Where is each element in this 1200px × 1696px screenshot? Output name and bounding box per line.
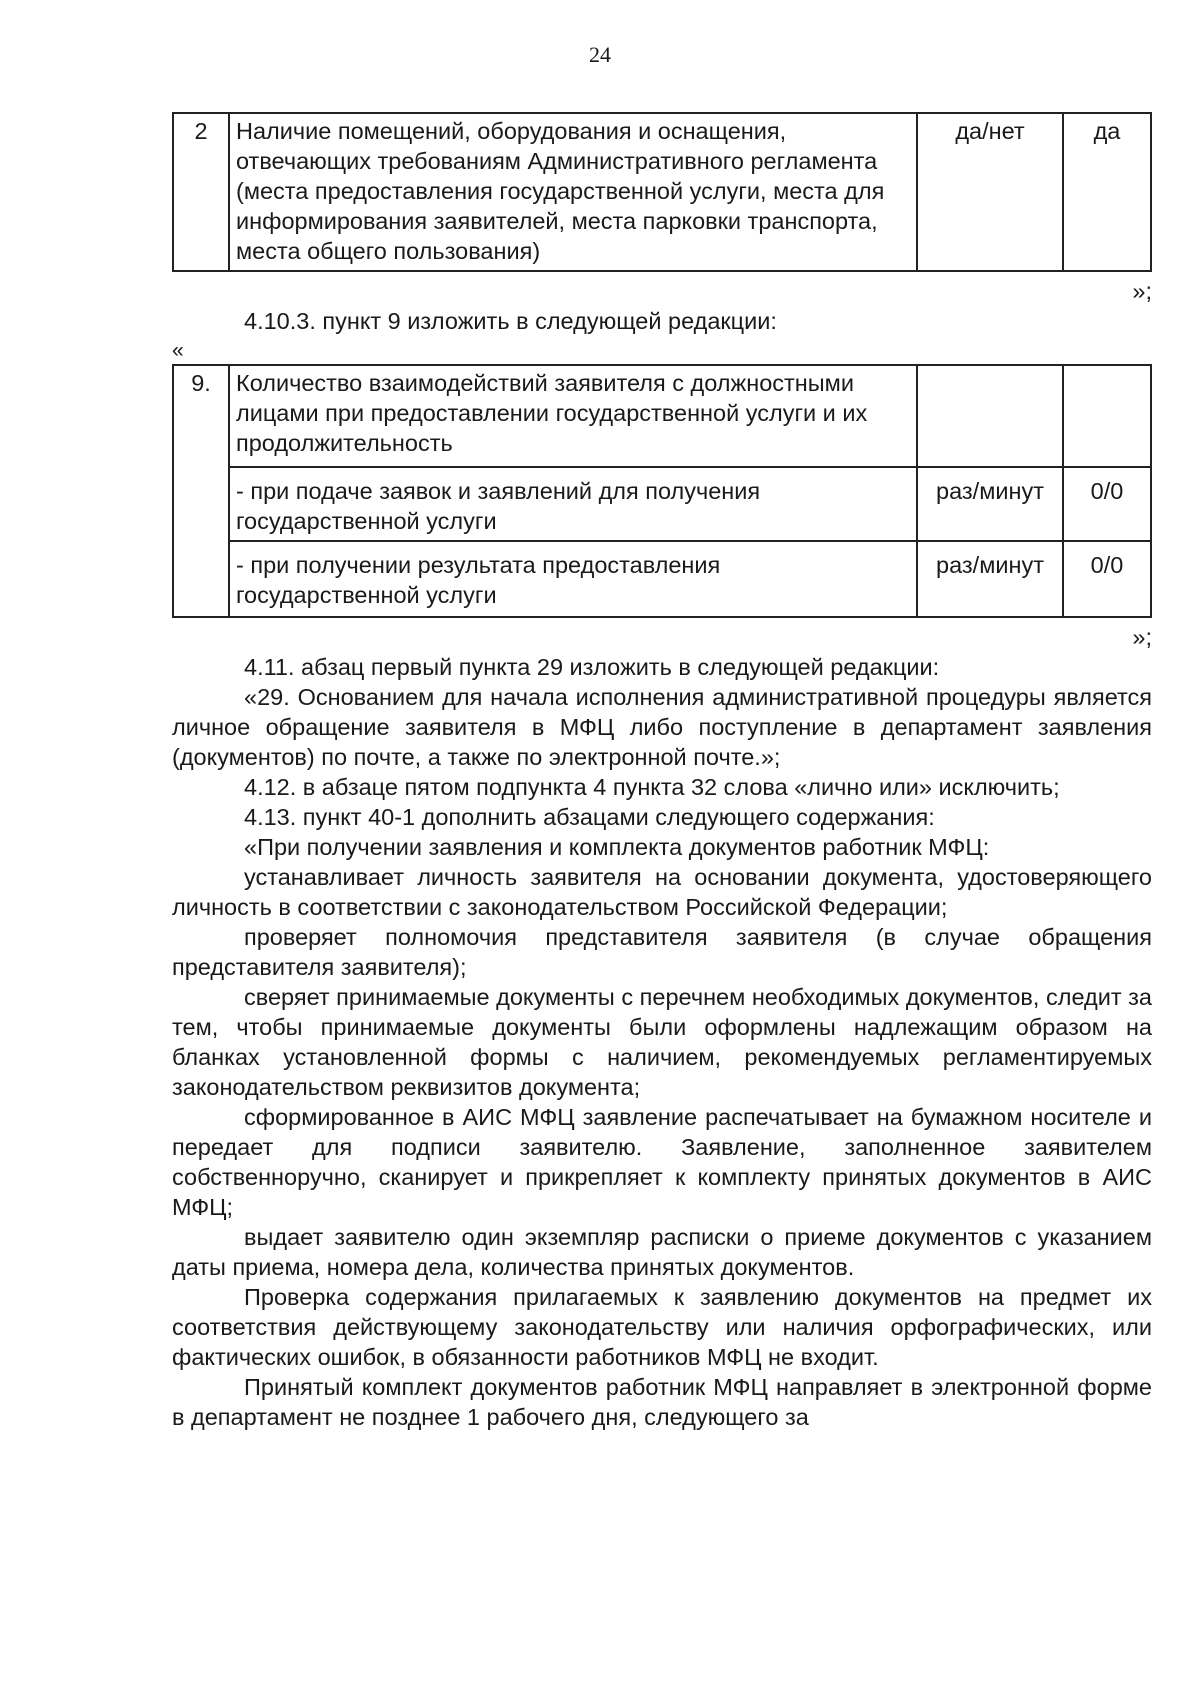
- indicator-value: 0/0: [1063, 541, 1151, 617]
- indicator-value: 0/0: [1063, 467, 1151, 541]
- table-row: [173, 467, 1151, 541]
- indicator-description: Наличие помещений, оборудования и оснащения, отвечающих требованиям Административного регламента (места предоставления государственной услуги, места для информирования заявителей, места парковки транспорта, места общего пользования): [229, 113, 917, 271]
- indicator-table-row-9: [172, 364, 1152, 618]
- indicator-description: - при получении результата предоставления государственной услуги: [229, 541, 917, 617]
- paragraph: Проверка содержания прилагаемых к заявлению документов на предмет их соответствия действующему законодательству или наличия орфографических, или фактических ошибок, в обязанности работников МФЦ не входит.: [172, 1284, 1152, 1370]
- indicator-table-row-2: [172, 112, 1152, 272]
- table-row: [173, 541, 1151, 617]
- unit-of-measure: раз/минут: [917, 541, 1063, 617]
- closing-quote: »;: [1132, 278, 1152, 304]
- row-number: 2: [173, 113, 229, 271]
- paragraph: устанавливает личность заявителя на основании документа, удостоверяющего личность в соответствии с законодательством Российской Федерации;: [172, 864, 1152, 920]
- paragraph: сформированное в АИС МФЦ заявление распечатывает на бумажном носителе и передает для подписи заявителю. Заявление, заполненное заявителем собственноручно, сканирует и прикрепляет к комплекту принятых документов в АИС МФЦ;: [172, 1104, 1152, 1220]
- paragraph: 4.11. абзац первый пункта 29 изложить в следующей редакции:: [244, 654, 940, 680]
- indicator-value: да: [1063, 113, 1151, 271]
- row-number: 9.: [173, 365, 229, 617]
- opening-quote: «: [172, 339, 184, 362]
- table-row: [173, 113, 1151, 271]
- paragraph: «29. Основанием для начала исполнения административной процедуры является личное обращение заявителя в МФЦ либо поступление в департамент заявления (документов) по почте, а также по электронной почте.»;: [172, 684, 1152, 770]
- closing-quote: »;: [1132, 624, 1152, 650]
- indicator-value: [1063, 365, 1151, 467]
- page-number: 24: [589, 42, 611, 67]
- paragraph: сверяет принимаемые документы с перечнем необходимых документов, следит за тем, чтобы принимаемые документы были оформлены надлежащим образом на бланках установленной формы с наличием, рекомендуемых регламентируемых законодательством реквизитов документа;: [172, 984, 1152, 1100]
- paragraph: 4.13. пункт 40-1 дополнить абзацами следующего содержания:: [244, 804, 935, 830]
- unit-of-measure: [917, 365, 1063, 467]
- indicator-description: Количество взаимодействий заявителя с должностными лицами при предоставлении государственной услуги и их продолжительность: [229, 365, 917, 467]
- unit-of-measure: да/нет: [917, 113, 1063, 271]
- indicator-description: - при подаче заявок и заявлений для получения государственной услуги: [229, 467, 917, 541]
- paragraph: Принятый комплект документов работник МФЦ направляет в электронной форме в департамент не позднее 1 рабочего дня, следующего за: [172, 1374, 1152, 1430]
- paragraph: 4.12. в абзаце пятом подпункта 4 пункта 32 слова «лично или» исключить;: [244, 774, 1060, 800]
- paragraph: «При получении заявления и комплекта документов работник МФЦ:: [244, 834, 990, 860]
- table-row: [173, 365, 1151, 467]
- paragraph-4-10-3: 4.10.3. пункт 9 изложить в следующей редакции:: [244, 308, 777, 334]
- paragraph: выдает заявителю один экземпляр расписки о приеме документов с указанием даты приема, номера дела, количества принятых документов.: [172, 1224, 1152, 1280]
- paragraph: проверяет полномочия представителя заявителя (в случае обращения представителя заявителя);: [172, 924, 1152, 980]
- document-body: [172, 112, 1152, 1432]
- unit-of-measure: раз/минут: [917, 467, 1063, 541]
